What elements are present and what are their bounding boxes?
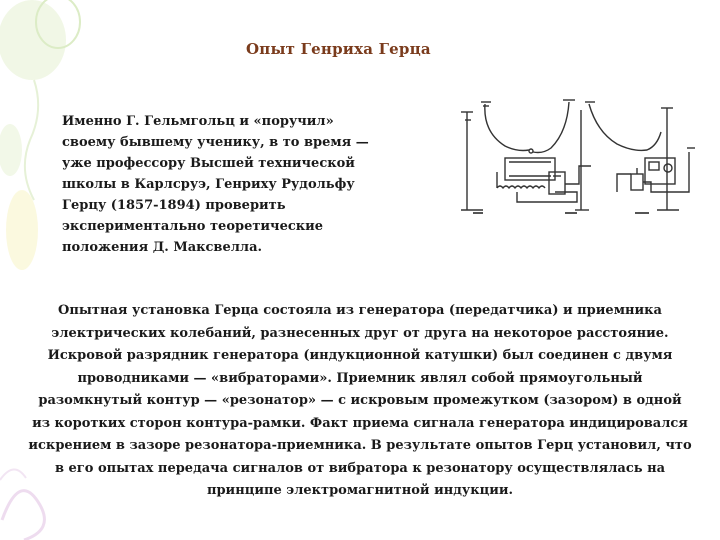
slide-title: Опыт Генриха Герца bbox=[246, 40, 431, 58]
intro-line: уже профессору Высшей технической bbox=[62, 156, 355, 171]
main-paragraph bbox=[5, 300, 715, 503]
body-line: разомкнутый контур — «резонатор» — с искровым промежутком (зазором) в одной bbox=[38, 393, 682, 408]
intro-line: Именно Г. Гельмгольц и «поручил» bbox=[62, 114, 334, 129]
intro-line: экспериментально теоретические bbox=[62, 219, 324, 234]
hertz-apparatus-drawing bbox=[457, 92, 707, 222]
balloon-decoration bbox=[0, 0, 66, 80]
body-line: Искровой разрядник генератора (индукционной катушки) был соединен с двумя bbox=[47, 348, 673, 363]
intro-line: своему бывшему ученику, в то время — bbox=[62, 135, 369, 150]
intro-paragraph bbox=[62, 111, 407, 258]
body-line: проводниками — «вибраторами». Приемник являл собой прямоугольный bbox=[77, 370, 643, 386]
intro-line: положения Д. Максвелла. bbox=[62, 240, 263, 255]
intro-line: школы в Карлсруэ, Генриху Рудольфу bbox=[62, 177, 355, 192]
body-line: принципе электромагнитной индукции. bbox=[206, 483, 514, 498]
body-line: электрических колебаний, разнесенных друг от друга на некоторое расстояние. bbox=[51, 325, 669, 341]
body-line: Опытная установка Герца состояла из генератора (передатчика) и приемника bbox=[58, 303, 662, 318]
body-line: из коротких сторон контура-рамки. Факт приема сигнала генератора индицировался bbox=[32, 415, 688, 431]
body-line: в его опытах передача сигналов от вибратора к резонатору осуществлялась на bbox=[54, 460, 666, 476]
body-line: искрением в зазоре резонатора-приемника. В результате опытов Герц установил, что bbox=[28, 438, 692, 453]
intro-line: Герцу (1857-1894) проверить bbox=[62, 198, 286, 213]
